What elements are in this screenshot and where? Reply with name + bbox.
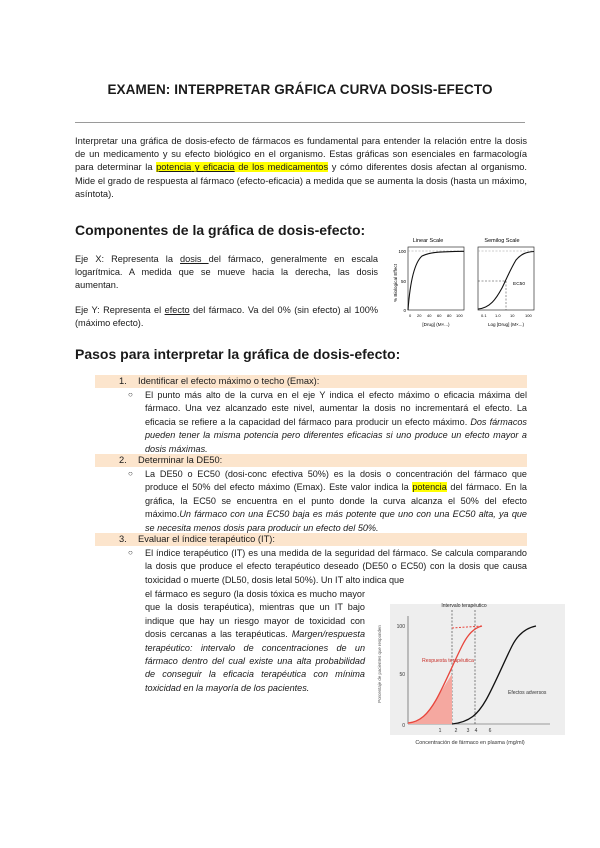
fig2-x-tick-1: 1	[438, 728, 442, 734]
x-axis-text-1: Eje X: Representa la	[75, 254, 181, 264]
step-2-body	[145, 468, 527, 535]
x-axis-text-2: del fármaco, generalmente en escala logarítmica. A medida que se mueve hacia la derecha, las dosis aumentan.	[75, 254, 378, 291]
linear-tick-80: 80	[447, 313, 452, 318]
linear-tick-60: 60	[437, 313, 442, 318]
step-2-text-2: del fármaco. En la gráfica, la EC50 se encuentra en el punto donde la curva alcanza el 50% del efecto máximo.	[145, 482, 527, 520]
linear-curve	[408, 251, 464, 310]
therapeutic-label: Respuesta terapéutica	[422, 658, 474, 664]
semilog-tick-1.0: 1.0	[495, 313, 501, 318]
linear-tick-0: 0	[409, 313, 412, 318]
step-1-label: Identificar el efecto máximo o techo (Emax):	[138, 376, 320, 386]
semilog-scale-title: Semilog Scale	[484, 238, 520, 244]
step-2-number: 2.	[119, 455, 127, 465]
step-3-italic: Margen/respuesta terapéutico: intervalo de concentraciones de un fármaco dentro del cual existe una alta probabilidad de conseguir la eficacia terapéutica con mínima toxicidad en la mayoría de los pacientes.	[145, 629, 365, 693]
adverse-label: Efectos adversos	[508, 690, 547, 696]
linear-panel-frame	[408, 247, 464, 310]
semilog-tick-100: 100	[525, 313, 532, 318]
components-heading: Componentes de la gráfica de dosis-efecto:	[75, 222, 366, 238]
step-3-bullet: ○	[128, 548, 133, 557]
y-axis-paragraph	[75, 304, 378, 330]
fig2-background	[390, 604, 565, 735]
step-1-bullet: ○	[128, 390, 133, 399]
ec50-label: EC50	[513, 282, 525, 287]
page-title: EXAMEN: INTERPRETAR GRÁFICA CURVA DOSIS-EFECTO	[107, 82, 493, 97]
fig1-y-label: % Biological Effect	[393, 264, 398, 302]
step-3-body-2	[145, 588, 365, 695]
step-3-number: 3.	[119, 534, 127, 544]
intro-highlight-medicamentos: de los medicamentos	[234, 162, 329, 173]
x-axis-paragraph	[75, 253, 378, 293]
step-1-body	[145, 389, 527, 456]
y-axis-text-1: Eje Y: Representa el	[75, 305, 165, 315]
therapeutic-window-figure	[370, 596, 570, 751]
fig2-y-tick-100: 100	[396, 624, 405, 630]
step-1-number: 1.	[119, 376, 127, 386]
step-2-bullet: ○	[128, 469, 133, 478]
y-axis-efecto: efecto	[164, 305, 190, 315]
fig2-x-label: Concentración de fármaco en plasma (mg/ml)	[415, 740, 525, 746]
linear-tick-100: 100	[456, 313, 463, 318]
linear-tick-20: 20	[417, 313, 422, 318]
semilog-x-label: Log [Drug] (M×...)	[487, 322, 525, 327]
semilog-tick-10: 10	[510, 313, 515, 318]
window-label: Intervalo terapéutico	[441, 603, 487, 609]
steps-heading: Pasos para interpretar la gráfica de dosis-efecto:	[75, 346, 401, 362]
step-2-header	[95, 454, 527, 467]
intro-text-2: y cómo diferentes dosis afectan al organismo. Mide el grado de respuesta al fármaco (efecto-eficacia) a medida que se aumenta la dosis (hasta un máximo, asíntota).	[75, 162, 527, 199]
linear-x-label: [Drug] (M×...)	[422, 322, 450, 327]
intro-highlight-eficacia: eficacia	[203, 162, 235, 173]
fig2-y-tick-50: 50	[399, 672, 405, 678]
intro-highlight-y: y	[191, 162, 204, 173]
step-2-italic: Un fármaco con una EC50 baja es más potente que uno con una EC50 alta, ya que se necesita menos dosis para producir un efecto del 50%.	[145, 509, 527, 533]
fig1-y-tick-0: 0	[403, 308, 406, 313]
intro-highlight-potencia: potencia	[156, 162, 192, 173]
fig2-y-tick-0: 0	[402, 723, 405, 729]
fig2-x-tick-4: 4	[474, 728, 478, 734]
fig2-x-tick-6: 6	[488, 728, 492, 734]
intro-paragraph	[75, 135, 527, 201]
linear-scale-title: Linear Scale	[412, 238, 444, 244]
linear-tick-40: 40	[427, 313, 432, 318]
fig2-x-tick-2: 2	[454, 728, 458, 734]
fig1-y-tick-50: 50	[400, 279, 406, 284]
step-3-body-1: El índice terapéutico (IT) es una medida de la seguridad del fármaco. Se calcula comparando la dosis que produce el efecto terapéutico deseado (DE50 o EC50) con la dosis que causa toxicidad o muerte (DL50, dosis letal 50%). Un IT alto indica que	[145, 548, 527, 585]
step-3-label: Evaluar el índice terapéutico (IT):	[138, 534, 275, 544]
y-axis-text-2: del fármaco. Va del 0% (sin efecto) al 100% (máximo efecto).	[75, 305, 378, 329]
step-3-text-2: el fármaco es seguro (la dosis tóxica es mucho mayor que la dosis terapéutica), mientras que un IT bajo indique que hay un riesgo mayor de toxicidad con dosis cercanas a las terapéuticas.	[145, 589, 365, 640]
step-1-header	[95, 375, 527, 388]
dose-response-figure	[388, 233, 540, 343]
step-1-text: El punto más alto de la curva en el eje Y indica el efecto máximo o eficacia máxima del fármaco. Una vez alcanzado este nivel, aumentar la dosis no incrementará el efecto. La eficacia se refiere a la capacidad del fármaco para producir un efecto máximo.	[145, 390, 527, 427]
fig2-x-tick-3: 3	[466, 728, 470, 734]
title-divider	[75, 122, 525, 123]
step-2-highlight-potencia: potencia	[412, 482, 447, 493]
step-2-label: Determinar la DE50:	[138, 455, 223, 465]
semilog-tick-0.1: 0.1	[481, 313, 487, 318]
step-2-text-1: La DE50 o EC50 (dosi-conc efectiva 50%) es la dosis o concentración del fármaco que produce el 50% del efecto máximo (Emax). Este valor indica la	[145, 469, 527, 493]
step-3-header	[95, 533, 527, 546]
intro-text-1: Interpretar una gráfica de dosis-efecto de fármacos es fundamental para entender la relación entre la dosis de un medicamento y su efecto biológico en el organismo. Estas gráficas son esenciales en farmacología para determinar la	[75, 136, 527, 173]
fig1-y-tick-100: 100	[398, 249, 406, 254]
step-1-italic: Dos fármacos pueden tener la misma potencia pero diferentes eficacias si uno produce un efecto mayor a dosis máximas.	[145, 416, 527, 454]
fig2-y-label: Porcentaje de pacientes que responden	[377, 625, 382, 703]
x-axis-dosis: dosis	[180, 254, 209, 264]
